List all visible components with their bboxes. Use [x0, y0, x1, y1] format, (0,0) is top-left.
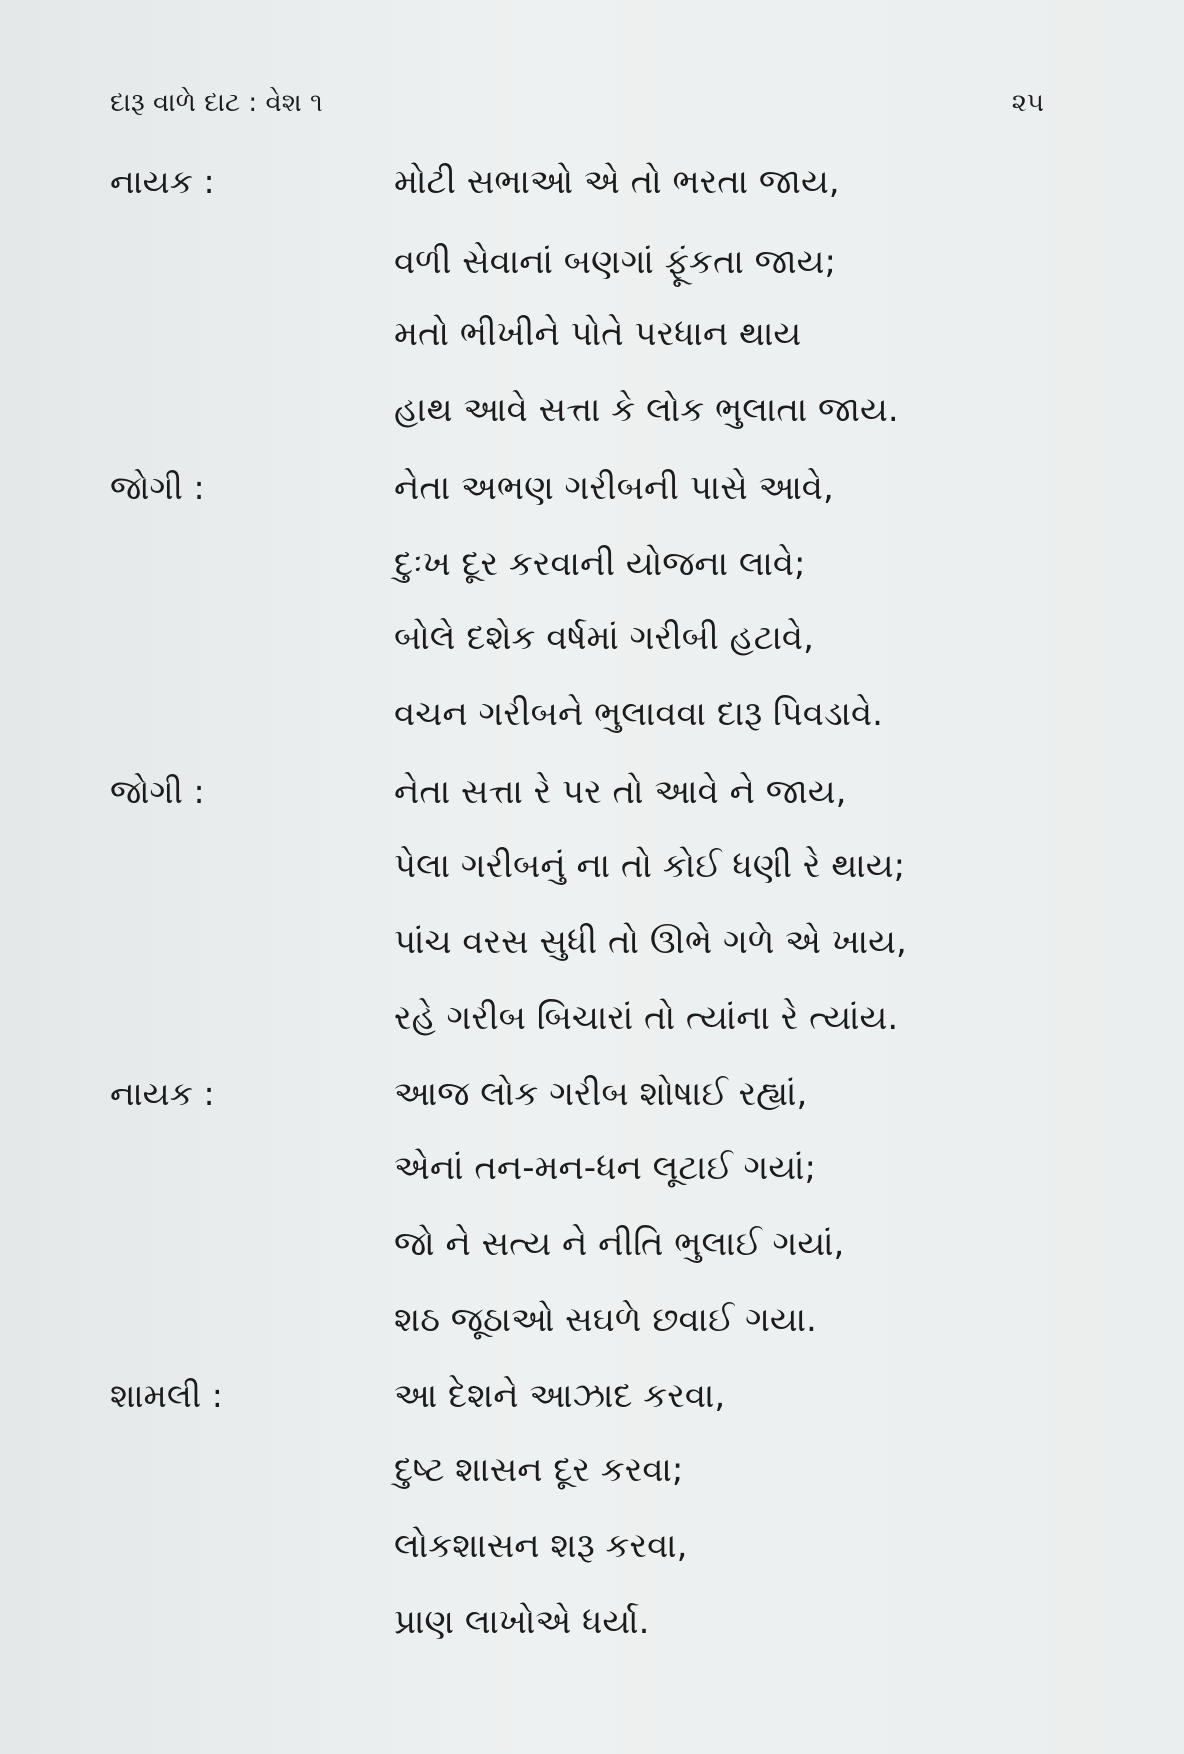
verse-line: બોલે દશેક વર્ષમાં ગરીબી હટાવે,	[394, 618, 814, 658]
speaker-label: જોગી :	[110, 772, 205, 811]
verse-line: જો ને સત્ય ને નીતિ ભુલાઈ ગયાં,	[394, 1224, 845, 1264]
verse-line: મોટી સભાઓ એ તો ભરતા જાય,	[394, 162, 840, 202]
verse-line: લોકશાસન શરૂ કરવા,	[394, 1526, 688, 1566]
verse-line: આજ લોક ગરીબ શોષાઈ રહ્યાં,	[394, 1074, 808, 1114]
verse-line: નેતા સત્તા રે પર તો આવે ને જાય,	[394, 772, 847, 812]
running-title: દારૂ વાળે દાટ : વેશ ૧	[110, 88, 323, 118]
verse-line: પેલા ગરીબનું ના તો કોઈ ધણી રે થાય;	[394, 846, 906, 886]
verse-line: નેતા અભણ ગરીબની પાસે આવે,	[394, 468, 834, 508]
verse-line: હાથ આવે સત્તા કે લોક ભુલાતા જાય.	[394, 390, 899, 430]
verse-line: રહે ગરીબ બિચારાં તો ત્યાંના રે ત્યાંય.	[394, 998, 899, 1038]
speaker-label: નાયક :	[110, 1074, 215, 1113]
speaker-label: નાયક :	[110, 162, 215, 201]
page-header	[110, 88, 1044, 128]
verse-line: વચન ગરીબને ભુલાવવા દારૂ પિવડાવે.	[394, 694, 883, 734]
verse-line: મતો ભીખીને પોતે પરધાન થાય	[394, 314, 802, 354]
page-number: ૨૫	[1011, 88, 1044, 118]
verse-line: દુષ્ટ શાસન દૂર કરવા;	[394, 1450, 684, 1490]
speaker-label: જોગી :	[110, 468, 205, 507]
verse-line: આ દેશને આઝાદ કરવા,	[394, 1376, 726, 1416]
verse-line: પ્રાણ લાખોએ ધર્યા.	[394, 1602, 650, 1642]
speaker-label: શામલી :	[110, 1376, 223, 1415]
verse-line: દુઃખ દૂર કરવાની યોજના લાવે;	[394, 544, 806, 584]
verse-line: એનાં તન-મન-ધન લૂટાઈ ગયાં;	[394, 1148, 816, 1188]
verse-line: પાંચ વરસ સુધી તો ઊભે ગળે એ ખાય,	[394, 922, 907, 962]
verse-line: વળી સેવાનાં બણગાં ફૂંકતા જાય;	[394, 242, 836, 282]
verse-line: શઠ જૂઠાઓ સઘળે છવાઈ ગયા.	[394, 1300, 817, 1340]
